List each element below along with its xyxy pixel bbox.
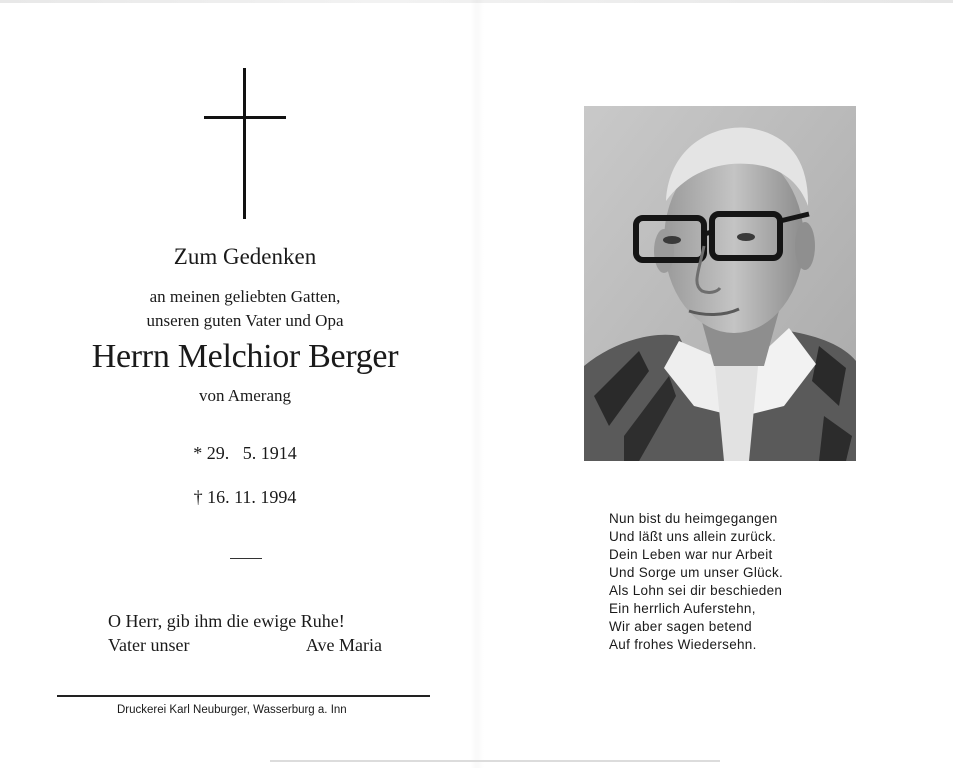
origin: von Amerang (198, 386, 292, 405)
poem-line: Und Sorge um unser Glück. (609, 565, 784, 580)
dedication-line-2: unseren guten Vater und Opa (146, 311, 344, 330)
poem-line: Nun bist du heimgegangen (609, 511, 778, 526)
divider-short (230, 558, 262, 559)
dedication-line-1: an meinen geliebten Gatten, (149, 287, 341, 306)
prayer (108, 609, 398, 657)
eye-left (663, 236, 681, 244)
prayer-line-2 (108, 633, 382, 657)
portrait-photo (584, 106, 856, 461)
prayer-line-1: O Herr, gib ihm die ewige Ruhe! (108, 611, 345, 631)
ear-left (654, 229, 674, 273)
printer-credit: Druckerei Karl Neuburger, Wasserburg a. Inn (117, 704, 347, 716)
cross-vertical-bar (243, 68, 246, 219)
poem-line: Auf frohes Wiedersehn. (609, 637, 757, 652)
death-date: † 16. 11. 1994 (193, 487, 297, 507)
ear-right (795, 222, 815, 270)
card-fold (470, 0, 484, 768)
poem (609, 510, 783, 654)
poem-line: Wir aber sagen betend (609, 619, 752, 634)
poem-line: Und läßt uns allein zurück. (609, 529, 777, 544)
poem-line: Ein herrlich Auferstehn, (609, 601, 756, 616)
cross-horizontal-bar (204, 116, 286, 119)
divider-long (57, 695, 430, 697)
poem-line: Dein Leben war nur Arbeit (609, 547, 773, 562)
eye-right (737, 233, 755, 241)
dedication (40, 285, 450, 333)
deceased-name: Herrn Melchior Berger (91, 338, 399, 375)
birth-date: * 29. 5. 1914 (193, 443, 297, 463)
prayer-ave-maria: Ave Maria (305, 635, 382, 655)
paper-bottom-edge (270, 760, 720, 762)
portrait-illustration (584, 106, 856, 461)
poem-line: Als Lohn sei dir beschieden (609, 583, 783, 598)
memorial-heading: Zum Gedenken (173, 244, 317, 269)
glasses-bridge (704, 232, 712, 234)
prayer-vater-unser: Vater unser (108, 635, 190, 655)
